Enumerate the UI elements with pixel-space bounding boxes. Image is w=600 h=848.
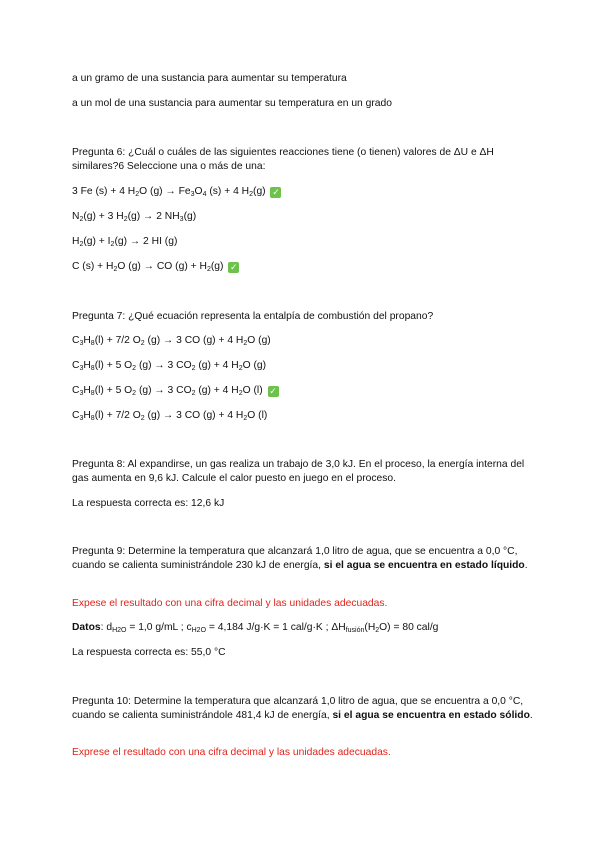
q9-instruction: Expese el resultado con una cifra decimal y las unidades adecuadas. — [72, 598, 388, 609]
q7-option-2: $C_3H_8(l) + 5$ $O_2$ (g) → 3 $CO_2$ (g) + 4 $H_2O$ (g) — [72, 360, 267, 372]
question-10: Pregunta 10: Determine la temperatura que alcanzará 1,0 litro de agua, que se encuentra a 0,0 °C, cuando se calienta suministrándole 481,4 kJ de energía, si el agua se encuentra en estado sólido. — [72, 696, 533, 721]
q7-option-3: $C_3H_8(l) + 5$ $O_2$ (g) → 3 $CO_2$ (g) + 4 $H_2O$ (l) ✓ — [72, 385, 277, 397]
option-text-gram: a un gramo de una sustancia para aumentar su temperatura — [72, 73, 347, 84]
question-6: Pregunta 6: ¿Cuál o cuáles de las siguientes reacciones tiene (o tienen) valores de ΔU e ΔH similares?6 Seleccione una o más de una: — [72, 147, 494, 172]
q7-option-1: $C_3H_8(l) + 7/2$ $O_2$ (g) → 3 CO (g) + 4 $H_2O$ (g) — [72, 335, 271, 347]
q6-option-2: $N_2(g) + 3$ $H_2(g) \to 2$ $NH_3(g)$ — [72, 211, 197, 223]
q9-answer: La respuesta correcta es: 55,0 °C — [72, 647, 226, 658]
q8-answer: La respuesta correcta es: 12,6 kJ — [72, 498, 225, 509]
q6-option-4: C $(s) + H_2O$ (g) → CO $(g) + H_2(g)$ ✓ — [72, 261, 238, 273]
option-text-mol: a un mol de una sustancia para aumentar su temperatura en un grado — [72, 98, 392, 109]
check-mark-icon: ✓ — [272, 187, 280, 197]
q9-data: Datos: $d_{H2O} = 1,0$ g/mL ; $c_{H2O} = 4,184$ J/g·K = 1 cal/g·K ; $\Delta H_{fusión}(H_2O) = 80$ cal/g — [72, 622, 439, 634]
check-mark-icon: ✓ — [269, 386, 277, 396]
q10-instruction: Exprese el resultado con una cifra decimal y las unidades adecuadas. — [72, 747, 391, 758]
q6-option-3: $H_2(g) + I_2(g) \to 2$ HI (g) — [72, 236, 178, 248]
question-9: Pregunta 9: Determine la temperatura que alcanzará 1,0 litro de agua, que se encuentra a 0,0 °C, cuando se calienta suministrándole 230 kJ de energía, si el agua se encuentra en estado líquido. — [72, 546, 528, 571]
q7-option-4: $C_3H_8(l) + 7/2$ $O_2$ (g) → 3 CO (g) + 4 $H_2O$ (l) — [72, 410, 268, 422]
question-8: Pregunta 8: Al expandirse, un gas realiza un trabajo de 3,0 kJ. En el proceso, la energía interna del gas aumenta en 9,6 kJ. Calcule el calor puesto en juego en el proceso. — [72, 459, 525, 484]
question-7: Pregunta 7: ¿Qué ecuación representa la entalpía de combustión del propano? — [72, 311, 434, 322]
check-mark-icon: ✓ — [230, 262, 238, 272]
q6-option-1: 3 Fe (s) + 4 $H_2O$ $(g) \to Fe_3O_4$ (s) + 4 $H_2(g)$ ✓ — [72, 186, 280, 198]
